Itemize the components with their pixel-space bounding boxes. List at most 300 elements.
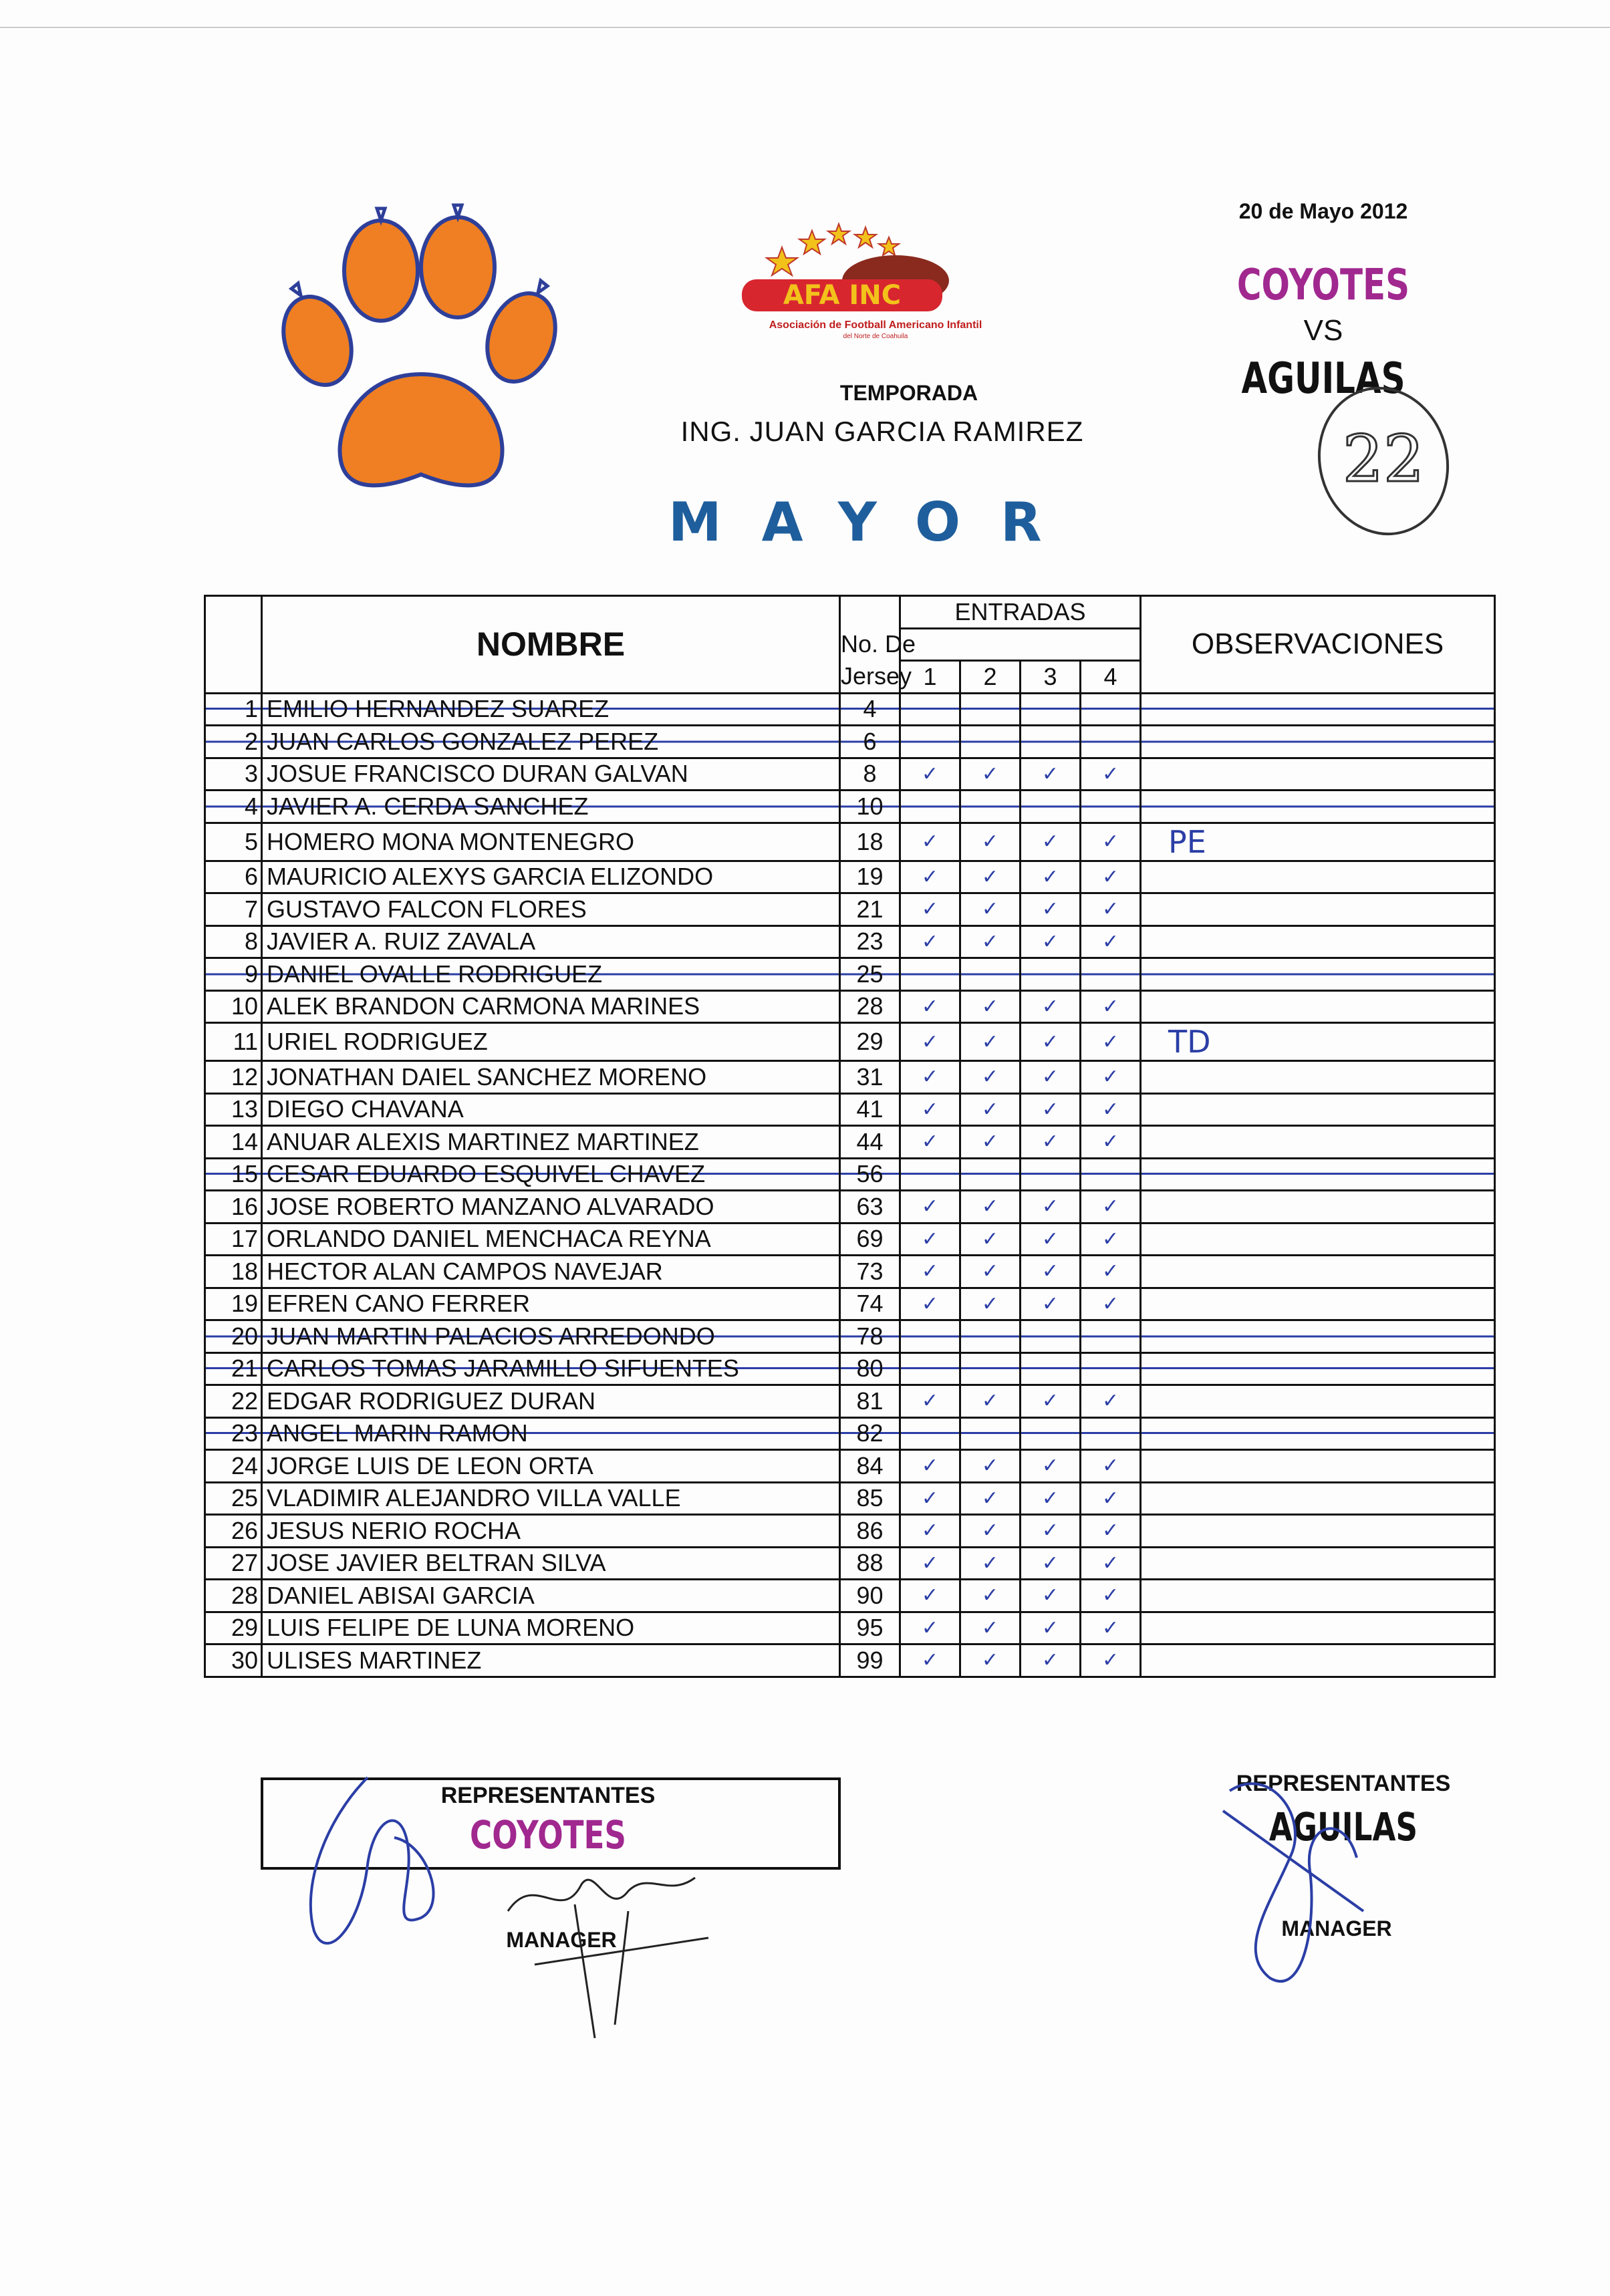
temporada-label: TEMPORADA [839,381,978,405]
check-icon: ✓ [921,1130,939,1154]
roster-row [205,1482,1495,1515]
away-manager-label: MANAGER [1281,1916,1392,1941]
signature-3 [1210,1751,1383,2005]
roster-row [205,1450,1495,1483]
check-icon: ✓ [1041,1065,1059,1089]
player-name: ANGEL MARIN RAMON [262,1417,840,1450]
quarter-1-check [900,1256,960,1288]
roster-row [205,1580,1495,1612]
player-number: 14 [205,1126,262,1159]
check-icon: ✓ [981,762,999,786]
roster-row [205,925,1495,958]
check-icon: ✓ [921,1616,939,1640]
quarter-2-check [960,1580,1021,1612]
check-icon: ✓ [1101,1260,1119,1284]
player-name: JUAN MARTIN PALACIOS ARREDONDO [262,1320,840,1353]
player-number: 6 [205,861,262,893]
quarter-3-check [1021,1482,1081,1515]
quarter-2-check [960,1612,1021,1644]
check-icon: ✓ [1041,1292,1059,1316]
quarter-1-check [900,1191,960,1224]
quarter-1-check [900,1061,960,1094]
player-name: JAVIER A. CERDA SANCHEZ [262,791,840,823]
player-number: 28 [205,1580,262,1612]
check-icon: ✓ [921,1454,939,1478]
jersey-number: 23 [840,925,900,958]
roster-row [205,1644,1495,1677]
quarter-4-check [1081,1320,1141,1353]
player-number: 29 [205,1612,262,1644]
quarter-4-check [1081,1223,1141,1256]
check-icon: ✓ [1041,1616,1059,1640]
quarter-2-check [960,791,1021,823]
quarter-1-check [900,1612,960,1644]
jersey-number: 31 [840,1061,900,1094]
quarter-1-check [900,990,960,1023]
player-number: 17 [205,1223,262,1256]
check-icon: ✓ [1101,1551,1119,1575]
quarter-1-check [900,925,960,958]
quarter-2-check [960,693,1021,726]
handwritten-score [1303,381,1477,555]
player-number: 18 [205,1256,262,1288]
quarter-2-check [960,1417,1021,1450]
away-rep-label: REPRESENTANTES [1236,1771,1451,1796]
check-icon: ✓ [1041,897,1059,921]
player-number: 9 [205,958,262,991]
check-icon: ✓ [1101,897,1119,921]
check-icon: ✓ [921,1519,939,1543]
jersey-number: 80 [840,1352,900,1385]
quarter-4-check [1081,861,1141,893]
observation [1141,990,1495,1023]
top-rule [0,27,1610,28]
logo-subtitle: Asociación de Football Americano Infantil [769,319,982,331]
check-icon: ✓ [1101,1389,1119,1413]
roster-row [205,1023,1495,1061]
player-name: HOMERO MONA MONTENEGRO [262,823,840,861]
player-name: LUIS FELIPE DE LUNA MORENO [262,1612,840,1644]
check-icon: ✓ [921,994,939,1018]
quarter-1-check [900,1644,960,1677]
observation [1141,1288,1495,1320]
observation: TD [1141,1023,1495,1061]
player-name: EFREN CANO FERRER [262,1288,840,1320]
player-name: MAURICIO ALEXYS GARCIA ELIZONDO [262,861,840,893]
player-name: CARLOS TOMAS JARAMILLO SIFUENTES [262,1352,840,1385]
quarter-2-check [960,1547,1021,1580]
check-icon: ✓ [1101,865,1119,889]
observation [1141,758,1495,791]
roster-row [205,1612,1495,1644]
observation [1141,1580,1495,1612]
home-team: COYOTES [1236,261,1410,310]
quarter-1-check [900,758,960,791]
roster-row [205,1126,1495,1159]
quarter-2-check [960,1515,1021,1548]
quarter-2-check [960,1385,1021,1418]
quarter-1-check [900,1093,960,1126]
quarter-3-check [1021,726,1081,758]
observation [1141,1612,1495,1644]
quarter-2-header: 2 [960,661,1021,694]
check-icon: ✓ [981,1097,999,1121]
quarter-2-check [960,925,1021,958]
quarter-2-check [960,1126,1021,1159]
player-number: 2 [205,726,262,758]
check-icon: ✓ [921,1486,939,1510]
jersey-number: 99 [840,1644,900,1677]
roster-row [205,958,1495,991]
player-number: 1 [205,693,262,726]
check-icon: ✓ [1041,1454,1059,1478]
quarter-2-check [960,1158,1021,1191]
player-name: DANIEL ABISAI GARCIA [262,1580,840,1612]
check-icon: ✓ [921,1389,939,1413]
player-number: 20 [205,1320,262,1353]
check-icon: ✓ [1101,929,1119,954]
observation [1141,1644,1495,1677]
quarter-3-check [1021,1320,1081,1353]
player-number: 12 [205,1061,262,1094]
division-title: MAYOR [668,491,1082,553]
jersey-number: 95 [840,1612,900,1644]
player-number: 30 [205,1644,262,1677]
roster-row [205,1417,1495,1450]
observation [1141,791,1495,823]
quarter-1-check [900,1158,960,1191]
quarter-2-check [960,1093,1021,1126]
observation [1141,1417,1495,1450]
quarter-1-check [900,1320,960,1353]
check-icon: ✓ [981,1389,999,1413]
observation [1141,1482,1495,1515]
entradas-header: ENTRADAS [900,596,1141,629]
check-icon: ✓ [981,1454,999,1478]
jersey-number: 4 [840,693,900,726]
quarter-2-check [960,1023,1021,1061]
check-icon: ✓ [921,1292,939,1316]
quarter-2-check [960,726,1021,758]
check-icon: ✓ [981,830,999,853]
quarter-3-check [1021,1223,1081,1256]
quarter-1-check [900,823,960,861]
player-number: 21 [205,1352,262,1385]
check-icon: ✓ [921,1097,939,1121]
check-icon: ✓ [981,1227,999,1251]
home-rep-label: REPRESENTANTES [440,1783,656,1808]
check-icon: ✓ [981,865,999,889]
player-name: ANUAR ALEXIS MARTINEZ MARTINEZ [262,1126,840,1159]
jersey-number: 6 [840,726,900,758]
player-number: 13 [205,1093,262,1126]
jersey-number: 86 [840,1515,900,1548]
roster-row [205,1288,1495,1320]
quarter-3-check [1021,1288,1081,1320]
check-icon: ✓ [1041,830,1059,853]
quarter-1-check [900,1126,960,1159]
quarter-3-check [1021,823,1081,861]
svg-text:22: 22 [1342,422,1425,496]
quarter-1-check [900,1288,960,1320]
season-name: ING. JUAN GARCIA RAMIREZ [680,416,1084,447]
quarter-2-check [960,1352,1021,1385]
quarter-4-check [1081,726,1141,758]
jersey-number: 90 [840,1580,900,1612]
check-icon: ✓ [921,1584,939,1608]
quarter-3-header: 3 [1021,661,1081,694]
jersey-header-line2: Jersey [840,661,900,694]
quarter-1-check [900,791,960,823]
quarter-4-check [1081,1288,1141,1320]
svg-text:AFA INC: AFA INC [783,280,902,311]
observation [1141,1352,1495,1385]
quarter-2-check [960,958,1021,991]
check-icon: ✓ [981,1130,999,1154]
observation [1141,1158,1495,1191]
quarter-2-check [960,1061,1021,1094]
quarter-4-check [1081,1385,1141,1418]
quarter-4-check [1081,693,1141,726]
check-icon: ✓ [981,994,999,1018]
check-icon: ✓ [1101,1065,1119,1089]
observation [1141,1320,1495,1353]
quarter-4-check [1081,1352,1141,1385]
check-icon: ✓ [1041,1584,1059,1608]
check-icon: ✓ [981,1648,999,1673]
quarter-2-check [960,823,1021,861]
quarter-1-check [900,1352,960,1385]
jersey-number: 69 [840,1223,900,1256]
check-icon: ✓ [981,1260,999,1284]
jersey-header-blank [840,596,900,629]
roster-row [205,791,1495,823]
quarter-1-check [900,1515,960,1548]
player-name: DANIEL OVALLE RODRIGUEZ [262,958,840,991]
roster-row [205,758,1495,791]
check-icon: ✓ [921,1260,939,1284]
jersey-number: 82 [840,1417,900,1450]
check-icon: ✓ [1041,1389,1059,1413]
quarter-3-check [1021,1126,1081,1159]
quarter-2-check [960,1320,1021,1353]
check-icon: ✓ [1041,1551,1059,1575]
quarter-1-check [900,693,960,726]
observation [1141,925,1495,958]
jersey-number: 56 [840,1158,900,1191]
quarter-3-check [1021,1256,1081,1288]
roster-row [205,1385,1495,1418]
quarter-4-check [1081,1256,1141,1288]
observation [1141,1256,1495,1288]
roster-row [205,823,1495,861]
quarter-3-check [1021,1093,1081,1126]
quarter-4-check [1081,1515,1141,1548]
check-icon: ✓ [921,1065,939,1089]
check-icon: ✓ [1101,994,1119,1018]
player-name: EMILIO HERNANDEZ SUAREZ [262,693,840,726]
quarter-4-check [1081,1158,1141,1191]
check-icon: ✓ [1101,1486,1119,1510]
check-icon: ✓ [1101,762,1119,786]
roster-row [205,1223,1495,1256]
quarter-2-check [960,1482,1021,1515]
quarter-4-check [1081,1580,1141,1612]
check-icon: ✓ [981,1519,999,1543]
quarter-4-check [1081,1417,1141,1450]
roster-row [205,1256,1495,1288]
check-icon: ✓ [1041,994,1059,1018]
check-icon: ✓ [1101,1454,1119,1478]
player-name: VLADIMIR ALEJANDRO VILLA VALLE [262,1482,840,1515]
jersey-number: 25 [840,958,900,991]
check-icon: ✓ [921,1195,939,1219]
player-name: JUAN CARLOS GONZALEZ PEREZ [262,726,840,758]
check-icon: ✓ [1041,762,1059,786]
paw-logo [281,207,561,508]
quarter-2-check [960,758,1021,791]
quarter-1-check [900,1547,960,1580]
check-icon: ✓ [981,1551,999,1575]
check-icon: ✓ [1101,830,1119,853]
jersey-number: 84 [840,1450,900,1483]
quarter-2-check [960,1191,1021,1224]
jersey-number: 74 [840,1288,900,1320]
check-icon: ✓ [921,1030,939,1054]
observation [1141,1126,1495,1159]
quarter-1-check [900,1580,960,1612]
quarter-1-check [900,1417,960,1450]
signature-2 [495,1858,722,2045]
observation [1141,1093,1495,1126]
roster-row [205,1061,1495,1094]
check-icon: ✓ [921,1227,939,1251]
quarter-4-check [1081,1126,1141,1159]
player-number: 27 [205,1547,262,1580]
check-icon: ✓ [1041,1486,1059,1510]
jersey-number: 44 [840,1126,900,1159]
jersey-number: 10 [840,791,900,823]
away-team: AGUILAS [1241,354,1405,404]
check-icon: ✓ [1101,1030,1119,1054]
quarter-3-check [1021,861,1081,893]
check-icon: ✓ [921,1648,939,1673]
check-icon: ✓ [981,1584,999,1608]
game-date: 20 de Mayo 2012 [1238,199,1408,223]
observation [1141,861,1495,893]
player-number: 4 [205,791,262,823]
quarter-4-check [1081,791,1141,823]
jersey-number: 18 [840,823,900,861]
away-rep-team: AGUILAS [1268,1804,1418,1850]
roster-row [205,990,1495,1023]
quarter-3-check [1021,1644,1081,1677]
observation [1141,726,1495,758]
observation [1141,1515,1495,1548]
check-icon: ✓ [921,1551,939,1575]
roster-row [205,1547,1495,1580]
quarter-3-check [1021,791,1081,823]
player-number: 25 [205,1482,262,1515]
check-icon: ✓ [1041,1519,1059,1543]
check-icon: ✓ [981,1486,999,1510]
quarter-1-check [900,861,960,893]
quarter-3-check [1021,1612,1081,1644]
quarter-1-check [900,726,960,758]
quarter-3-check [1021,1158,1081,1191]
jersey-number: 73 [840,1256,900,1288]
check-icon: ✓ [1041,929,1059,954]
check-icon: ✓ [1041,1030,1059,1054]
quarter-3-check [1021,990,1081,1023]
observation [1141,1547,1495,1580]
roster-row [205,1191,1495,1224]
nombre-header: NOMBRE [262,596,840,694]
player-name: JOSUE FRANCISCO DURAN GALVAN [262,758,840,791]
check-icon: ✓ [1041,1195,1059,1219]
quarter-3-check [1021,758,1081,791]
check-icon: ✓ [1101,1292,1119,1316]
check-icon: ✓ [981,1065,999,1089]
quarter-3-check [1021,925,1081,958]
check-icon: ✓ [1101,1130,1119,1154]
check-icon: ✓ [981,1030,999,1054]
check-icon: ✓ [921,929,939,954]
player-name: JONATHAN DAIEL SANCHEZ MORENO [262,1061,840,1094]
quarter-3-check [1021,1385,1081,1418]
jersey-number: 8 [840,758,900,791]
roster-row [205,1352,1495,1385]
quarter-2-check [960,1256,1021,1288]
entradas-spacer [900,628,1141,661]
quarter-4-check [1081,1061,1141,1094]
quarter-4-check [1081,1023,1141,1061]
home-rep-team: COYOTES [470,1812,626,1858]
check-icon: ✓ [1101,1584,1119,1608]
quarter-1-check [900,893,960,926]
roster-row [205,861,1495,893]
check-icon: ✓ [1041,865,1059,889]
quarter-3-check [1021,1450,1081,1483]
jersey-number: 85 [840,1482,900,1515]
quarter-2-check [960,990,1021,1023]
quarter-4-check [1081,1482,1141,1515]
player-number: 24 [205,1450,262,1483]
observation [1141,1191,1495,1224]
roster-row [205,893,1495,926]
jersey-number: 41 [840,1093,900,1126]
jersey-number: 28 [840,990,900,1023]
quarter-3-check [1021,1023,1081,1061]
quarter-1-check [900,1023,960,1061]
observaciones-header: OBSERVACIONES [1141,596,1495,694]
jersey-number: 63 [840,1191,900,1224]
roster-body [205,693,1495,1677]
quarter-4-check [1081,893,1141,926]
player-name: JOSE JAVIER BELTRAN SILVA [262,1547,840,1580]
roster-row [205,1515,1495,1548]
vs-label: VS [1303,314,1343,347]
check-icon: ✓ [1101,1648,1119,1673]
quarter-3-check [1021,1417,1081,1450]
quarter-3-check [1021,1191,1081,1224]
check-icon: ✓ [1101,1097,1119,1121]
check-icon: ✓ [1041,1648,1059,1673]
player-name: EDGAR RODRIGUEZ DURAN [262,1385,840,1418]
roster-row [205,1158,1495,1191]
jersey-number: 81 [840,1385,900,1418]
player-number: 16 [205,1191,262,1224]
